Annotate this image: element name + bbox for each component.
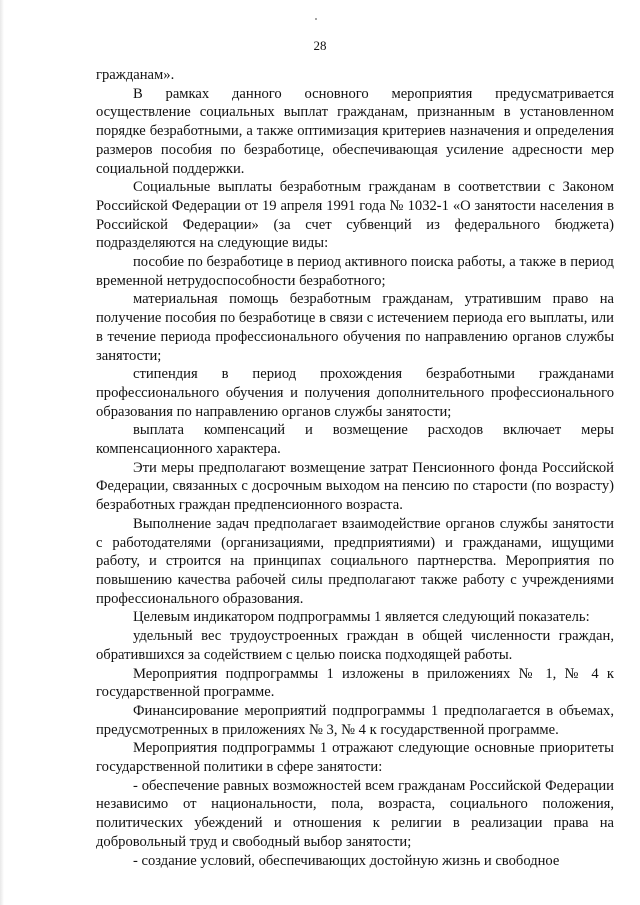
scan-edge bbox=[0, 0, 4, 905]
paragraph: Финансирование мероприятий подпрограммы 1 предполагается в объемах, предусмотренных в приложениях № 3, № 4 к государственной программе. bbox=[96, 702, 614, 738]
paragraph: Социальные выплаты безработным гражданам в соответствии с Законом Российской Федерации от 19 апреля 1991 года № 1032-1 «О занятости населения в Российской Федерации» (за счет субвенций из федерального бюджета) подразделяются на следующие виды: bbox=[96, 179, 614, 252]
list-paragraph: - создание условий, обеспечивающих достойную жизнь и свободное bbox=[133, 852, 560, 869]
list-paragraph: материальная помощь безработным гражданам, утратившим право на получение пособия по безработице в связи с истечением периода его выплаты, или в течение периода профессионального обучения по направлению органов службы занятости; bbox=[96, 291, 614, 364]
paragraph: В рамках данного основного мероприятия предусматривается осуществление социальных выплат гражданам, признанным в установленном порядке безработными, а также оптимизация критериев назначения и определения размеров пособия по безработице, обеспечивающая усиление адресности мер социальной поддержки. bbox=[96, 85, 614, 177]
paragraph: Эти меры предполагают возмещение затрат Пенсионного фонда Российской Федерации, связанных с досрочным выходом на пенсию по старости (по возрасту) безработных граждан предпенсионного возраста. bbox=[96, 459, 614, 514]
paragraph: Мероприятия подпрограммы 1 изложены в приложениях № 1, № 4 к государственной программе. bbox=[96, 665, 614, 701]
list-paragraph: выплата компенсаций и возмещение расходов включает меры компенсационного характера. bbox=[96, 422, 614, 458]
paragraph: Целевым индикатором подпрограммы 1 является следующий показатель: bbox=[133, 609, 590, 626]
paragraph: удельный вес трудоустроенных граждан в общей численности граждан, обратившихся за содействием с целью поиска подходящей работы. bbox=[96, 628, 614, 663]
paragraph: Выполнение задач предполагает взаимодействие органов службы занятости с работодателями (организациями, предприятиями) и гражданами, ищущими работу, и строится на принципах социального партнерства. Мероприятия по повышению качества рабочей силы предполагают также работу с учреждениями профессионального образования. bbox=[96, 515, 614, 607]
body-text bbox=[96, 66, 614, 870]
list-paragraph: стипендия в период прохождения безработными гражданами профессионального обучения и получения дополнительного профессионального образования по направлению органов службы занятости; bbox=[96, 366, 614, 420]
scan-speck bbox=[315, 18, 317, 20]
list-paragraph: - обеспечение равных возможностей всем гражданам Российской Федерации независимо от национальности, пола, возраста, социального положения, политических убеждений и отношения к религии в реализации права на добровольный труд и свободный выбор занятости; bbox=[96, 777, 614, 850]
list-paragraph: пособие по безработице в период активного поиска работы, а также в период временной нетрудоспособности безработного; bbox=[96, 254, 614, 289]
paragraph: Мероприятия подпрограммы 1 отражают следующие основные приоритеты государственной политики в сфере занятости: bbox=[96, 740, 614, 776]
paragraph: гражданам». bbox=[96, 67, 175, 83]
page-number: 28 bbox=[313, 38, 327, 53]
